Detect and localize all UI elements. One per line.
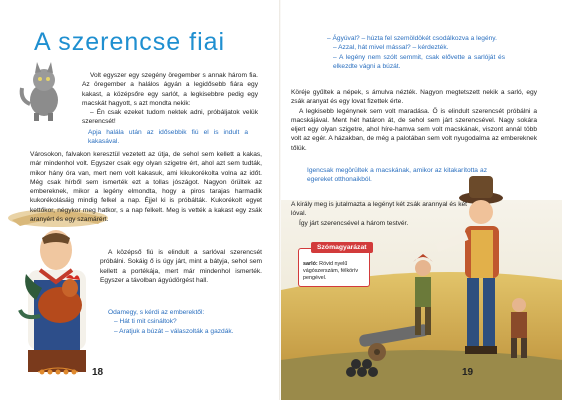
body-paragraph-2: A középső fiú is elindult a sarlóval szerencsét próbálni. Sokáig ő is úgy járt, mint a bátyja, sehol sem kellett a portékája, mert már mindenhol ismerték. Egyszer a távolban ágyúdörgést hall. [100,249,262,284]
blue-paragraph-3: Igencsak megörültek a macskának, amikor az kitakarította az egereket otthonaikból. [307,167,487,184]
right-page [281,0,562,400]
dialogue-intro: Odamegy, s kérdi az emberektől: [108,309,205,316]
blue-paragraph-1: Apja halála után az idősebbik fiú el is indult a kakasával. [88,129,248,146]
body-paragraph-6: Így járt szerencsével a három testvér. [299,219,409,227]
intro-block [82,71,258,127]
dialogue-line-5: – A legény nem szólt semmit, csak elővette a sarlóját és elkezdte vágni a búzát. [333,53,505,70]
cat-illustration [22,62,58,121]
father-quote: – Én csak ezeket tudom nektek adni, próbáljatok velük szerencsét! [82,109,258,126]
page-number-right: 19 [462,367,474,378]
body-paragraph-4: A legkisebb legénynek sem volt maradása. Ő is elindult szerencsét próbálni a macskájával. Ment hét határon át, de sehol sem járt szerencsével. Nagy sokára eljert egy olyan szigetre, ahol híre-hamva sem volt macskának, viszont annál több volt az egér. A házakban, de még a palotában sem volt nyugodalma az embereknek tőlük. [291,107,537,152]
dialogue-block-right [327,34,505,71]
body-paragraph-5: A király meg is jutalmazta a legényt két zsák arannyal és két lóval. [291,201,467,218]
dialogue-block-left [108,308,260,336]
glossary-definition: Rövid nyelű vágószerszám, félkörív pengével. [303,261,359,281]
body-block-1 [30,150,262,224]
intro-paragraph: Volt egyszer egy szegény öregember s annak három fia. Az öregember a halálos ágyán a legidősebb fiára egy kakast, a középsőre egy sarlót, a legkisebbre pedig egy macskát hagyott, s azt mondta nekik: [82,72,258,107]
body-block-3 [291,88,537,153]
dialogue-line-4: – Azzal, hát mivel mással? – kérdezték. [333,44,449,52]
dialogue-line-2: – Aratjuk a búzát – válaszolták a gazdák. [114,327,234,335]
dialogue-line-1: – Hát ti mit csináltok? [114,318,177,326]
body-paragraph-3: Köréje gyűltek a népek, s ámulva nézték. Nagyon megtetszett nekik a sarló, egy zsák aranyat és egy lovat fizettek érte. [291,89,537,106]
glossary-title: Szómagyarázat [311,242,373,253]
page-number-left: 18 [92,367,104,378]
dialogue-line-3: – Ágyúval? – húzta fel szemöldökét csodálkozva a legény. [327,35,497,42]
body-block-5 [291,200,467,228]
boy-with-rooster-illustration [8,209,108,372]
body-paragraph-1: Városokon, falvakon keresztül vezetett az útja, de sehol sem kellett a kakas, már mindenhol volt. Egyszer csak egy olyan szigetre ért, ahol azt sem tudták, mikor hány óra van, mert nem volt kakasuk, ami kikukorékolta volna az időt. Még csak hírből sem ismerték ezt a tollas jószágot. Nagyon örültek az embereknek, mikor a legény elmondta, hogy a piros tarajas harmadik kukorékolásáig mindig felkel a nap. Éjjel ki is próbálták. Kukorékolt egyet kettőkor, négykor meg hatkor, s a nap felkelt. Meg is vették a kakast egy zsák aranyért és egy szamárért. [30,151,262,224]
body-block-2 [100,248,262,285]
glossary-entry [303,261,365,282]
glossary-box [298,244,370,287]
glossary-term: sarló: [303,261,318,267]
page-title: A szerencse fiai [34,28,226,56]
